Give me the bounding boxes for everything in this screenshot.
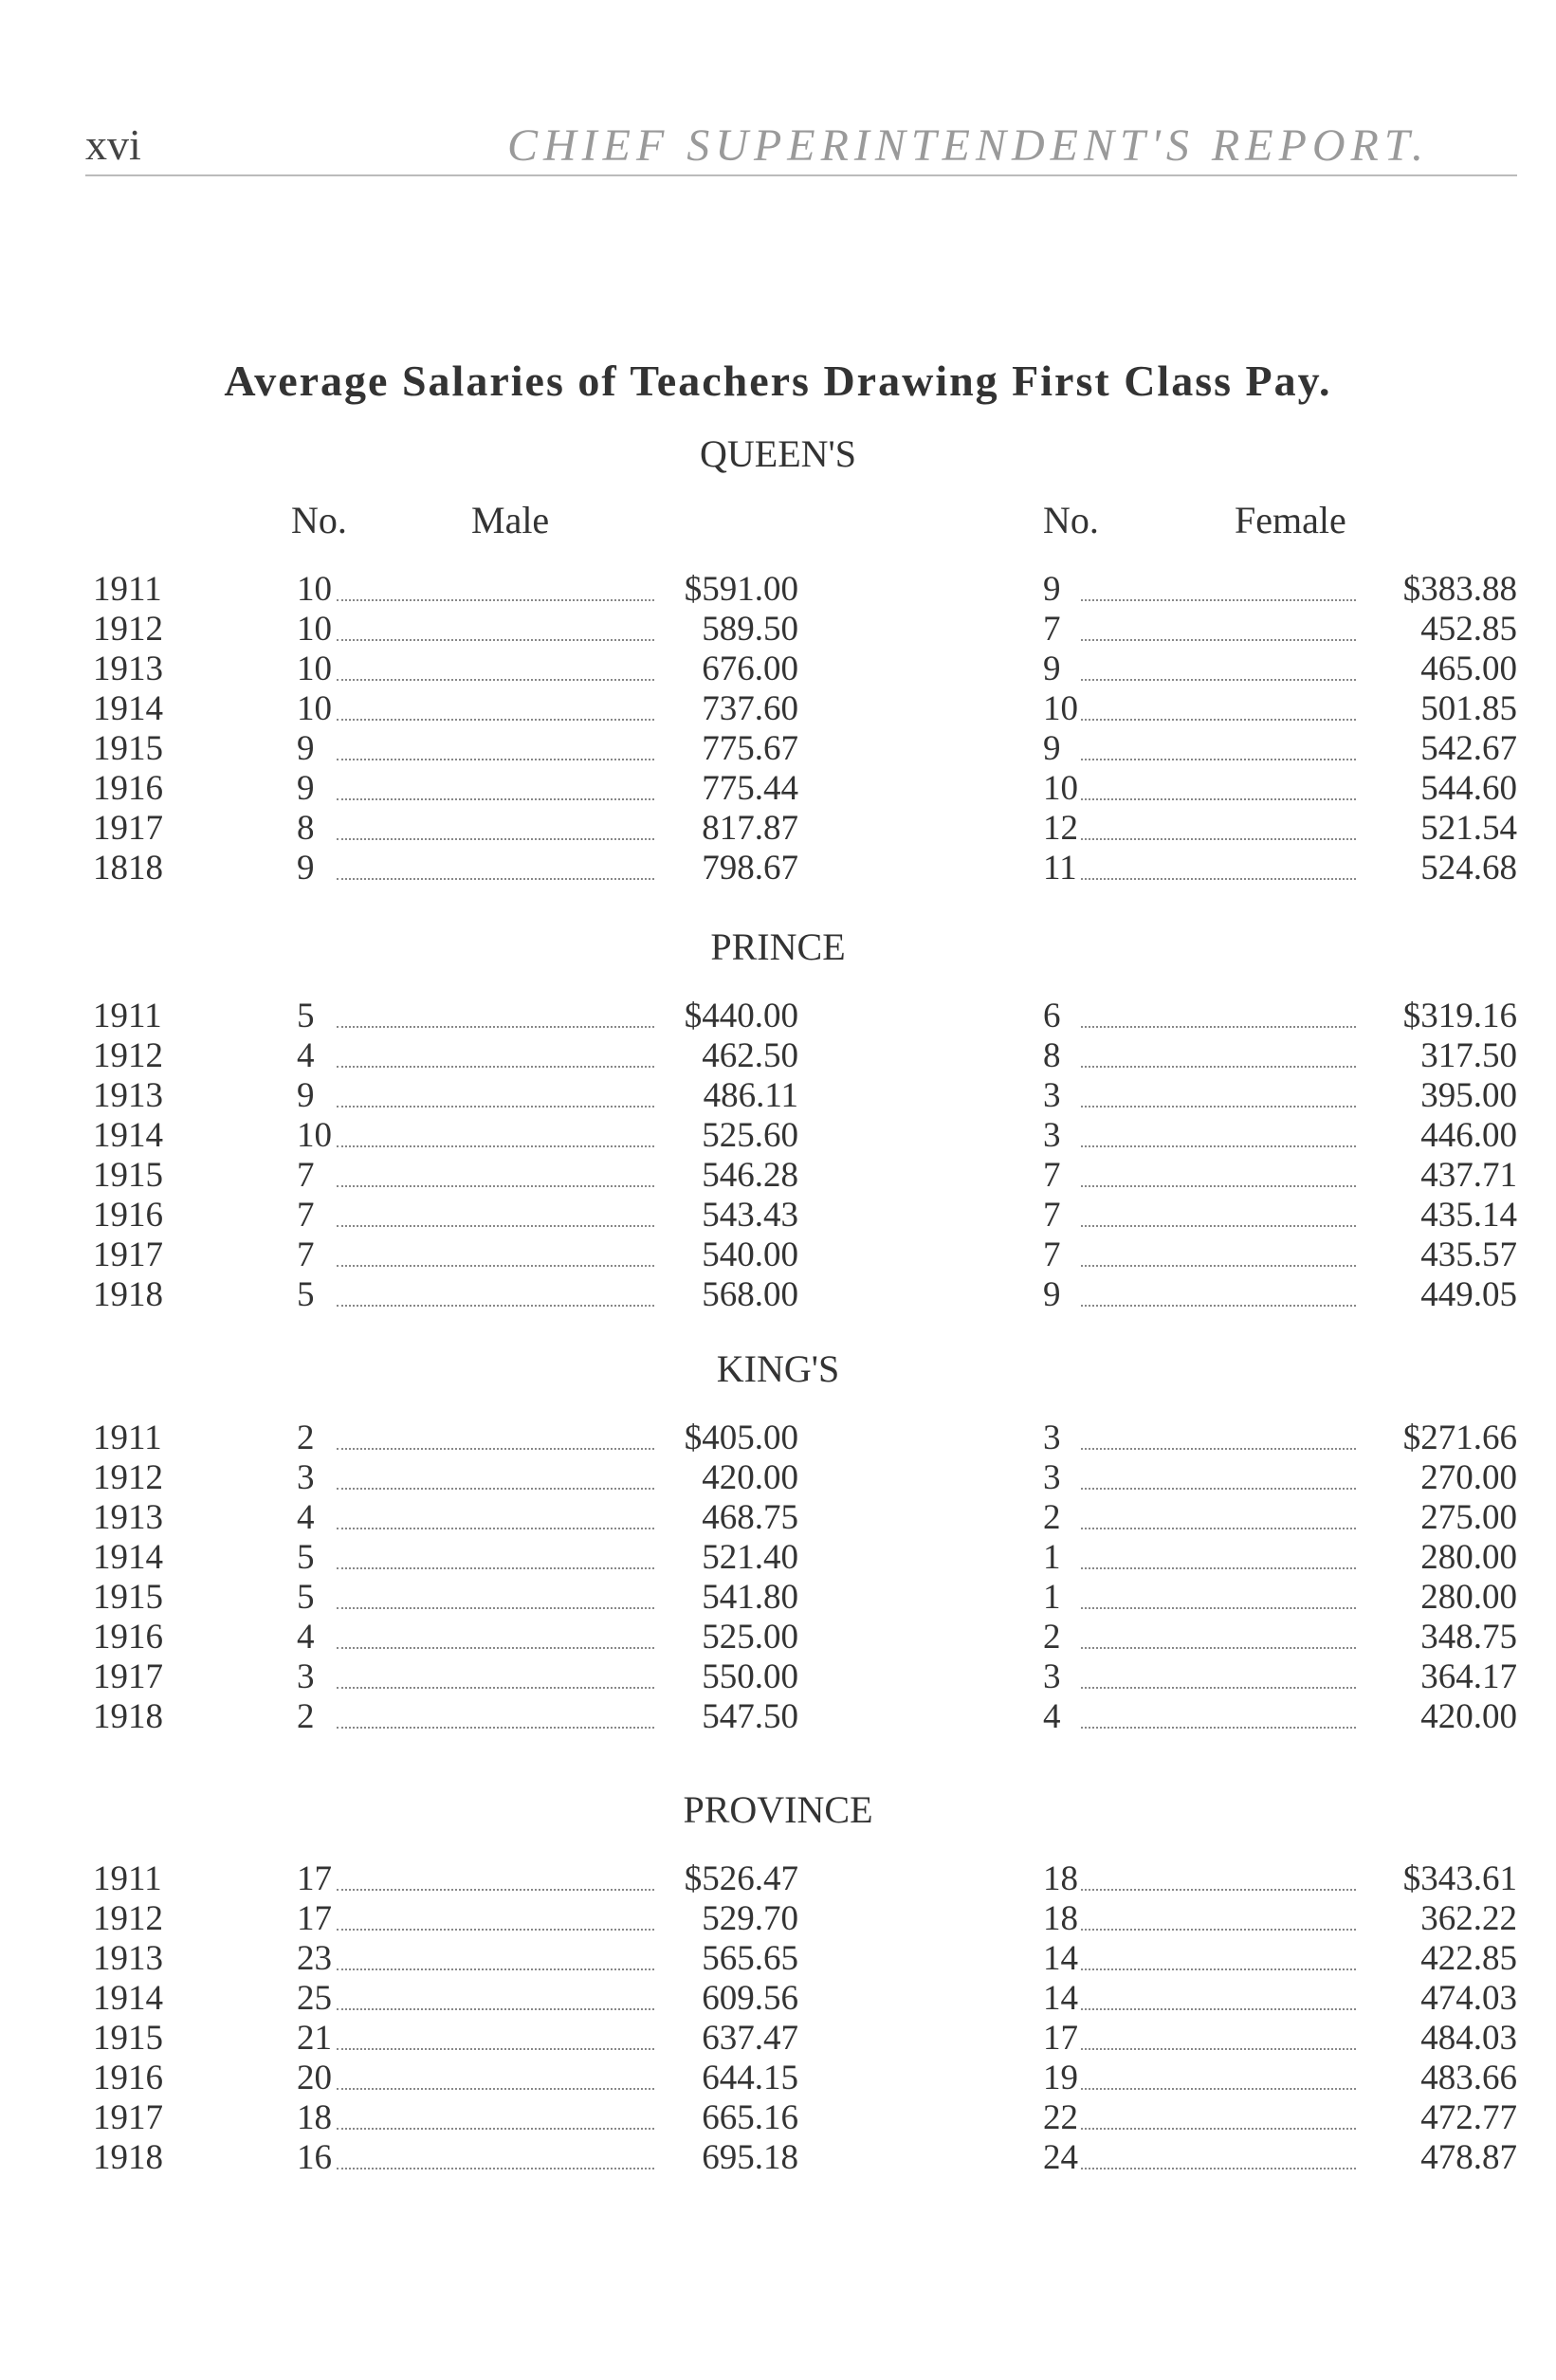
dot-leader [337,1106,654,1108]
year-cell: 1913 [93,1076,163,1115]
male-count-cell: 16 [297,2138,332,2177]
dot-leader [1081,1607,1356,1609]
female-count-cell: 14 [1043,1939,1078,1978]
table-row [0,2097,1556,2137]
female-count-cell: 9 [1043,729,1061,768]
female-salary-cell: 280.00 [1420,1538,1517,1577]
male-count-cell: 4 [297,1618,315,1657]
year-cell: 1914 [93,689,163,728]
year-cell: 1916 [93,1196,163,1235]
male-salary-cell: 540.00 [702,1236,798,1274]
table-row [0,1274,1556,1314]
male-no-header: No. [291,499,347,541]
female-count-cell: 19 [1043,2059,1078,2097]
dot-leader [1081,2128,1356,2130]
female-count-cell: 10 [1043,769,1078,808]
table-row [0,1978,1556,2018]
dot-leader [337,1727,654,1729]
male-count-cell: 4 [297,1036,315,1075]
female-salary-cell: 501.85 [1420,689,1517,728]
male-salary-cell: 568.00 [702,1275,798,1314]
table-row [0,1696,1556,1736]
table-row [0,569,1556,609]
male-salary-cell: 775.67 [702,729,798,768]
table-row [0,1195,1556,1235]
female-salary-cell: 483.66 [1420,2059,1517,2097]
dot-leader [1081,1647,1356,1649]
female-salary-cell: 521.54 [1420,809,1517,848]
dot-leader [337,1066,654,1068]
female-count-cell: 18 [1043,1899,1078,1938]
male-salary-cell: 798.67 [702,849,798,888]
dot-leader [1081,1026,1356,1028]
dot-leader [1081,719,1356,721]
female-salary-cell: 484.03 [1420,2019,1517,2058]
female-salary-cell: 280.00 [1420,1578,1517,1617]
female-salary-cell: $271.66 [1402,1419,1517,1457]
female-count-cell: 2 [1043,1498,1061,1537]
male-count-cell: 21 [297,2019,332,2058]
dot-leader [337,1448,654,1450]
report-title: CHIEF SUPERINTENDENT'S REPORT. [507,120,1429,171]
female-salary-cell: 452.85 [1420,610,1517,649]
dot-leader [337,759,654,760]
table-row [0,1457,1556,1497]
male-count-cell: 17 [297,1899,332,1938]
male-salary-cell: 737.60 [702,689,798,728]
dot-leader [337,679,654,681]
dot-leader [1081,2168,1356,2169]
male-count-cell: 2 [297,1419,315,1457]
female-salary-cell: 348.75 [1420,1618,1517,1657]
female-salary-cell: 449.05 [1420,1275,1517,1314]
male-count-cell: 2 [297,1697,315,1736]
female-salary-cell: 362.22 [1420,1899,1517,1938]
male-count-cell: 9 [297,729,315,768]
female-salary-cell: 437.71 [1420,1156,1517,1195]
female-count-cell: 3 [1043,1657,1061,1696]
female-salary-cell: 275.00 [1420,1498,1517,1537]
male-salary-cell: 541.80 [702,1578,798,1617]
table-row [0,1617,1556,1657]
dot-leader [1081,639,1356,641]
female-count-cell: 22 [1043,2098,1078,2137]
table-row [0,2137,1556,2177]
male-count-cell: 20 [297,2059,332,2097]
male-count-cell: 8 [297,809,315,848]
table-row [0,2018,1556,2058]
year-cell: 1912 [93,1899,163,1938]
table-row [0,728,1556,768]
dot-leader [337,798,654,800]
female-count-cell: 17 [1043,2019,1078,2058]
dot-leader [337,2048,654,2050]
female-no-header: No. [1043,499,1099,541]
year-cell: 1917 [93,809,163,848]
year-cell: 1911 [93,1419,162,1457]
table-row [0,609,1556,649]
female-salary-cell: 542.67 [1420,729,1517,768]
female-count-cell: 4 [1043,1697,1061,1736]
female-count-cell: 3 [1043,1419,1061,1457]
dot-leader [337,2168,654,2169]
dot-leader [337,1488,654,1490]
dot-leader [337,1567,654,1569]
female-count-cell: 1 [1043,1538,1061,1577]
male-salary-cell: 486.11 [703,1076,798,1115]
female-count-cell: 7 [1043,1156,1061,1195]
male-salary-cell: 589.50 [702,610,798,649]
year-cell: 1916 [93,769,163,808]
section-heading: KING'S [716,1347,840,1390]
male-salary-cell: $405.00 [684,1419,798,1457]
dot-leader [1081,1889,1356,1891]
male-salary-cell: 462.50 [702,1036,798,1075]
female-salary-cell: 422.85 [1420,1939,1517,1978]
male-salary-cell: 525.00 [702,1618,798,1657]
male-salary-cell: 550.00 [702,1657,798,1696]
female-salary-cell: 474.03 [1420,1979,1517,2018]
table-row [0,808,1556,848]
female-count-cell: 10 [1043,689,1078,728]
female-salary-cell: 435.57 [1420,1236,1517,1274]
female-salary-cell: 478.87 [1420,2138,1517,2177]
male-count-cell: 4 [297,1498,315,1537]
male-count-cell: 7 [297,1156,315,1195]
dot-leader [337,2128,654,2130]
section-heading: QUEEN'S [700,432,856,475]
female-count-cell: 3 [1043,1076,1061,1115]
female-count-cell: 6 [1043,997,1061,1035]
dot-leader [1081,1185,1356,1187]
table-row [0,649,1556,688]
female-salary-cell: 317.50 [1420,1036,1517,1075]
table-row [0,1155,1556,1195]
female-count-cell: 1 [1043,1578,1061,1617]
male-salary-cell: 817.87 [702,809,798,848]
female-header: Female [1235,499,1346,541]
male-salary-cell: 521.40 [702,1538,798,1577]
year-cell: 1917 [93,1657,163,1696]
male-count-cell: 10 [297,570,332,609]
dot-leader [1081,1066,1356,1068]
male-count-cell: 5 [297,1578,315,1617]
year-cell: 1914 [93,1979,163,2018]
male-count-cell: 9 [297,1076,315,1115]
female-salary-cell: 544.60 [1420,769,1517,808]
year-cell: 1911 [93,570,162,609]
dot-leader [337,1607,654,1609]
female-salary-cell: 364.17 [1420,1657,1517,1696]
dot-leader [337,838,654,840]
male-count-cell: 9 [297,769,315,808]
male-salary-cell: 529.70 [702,1899,798,1938]
dot-leader [1081,679,1356,681]
year-cell: 1918 [93,2138,163,2177]
year-cell: 1917 [93,1236,163,1274]
dot-leader [337,1889,654,1891]
table-row [0,996,1556,1035]
dot-leader [1081,1687,1356,1689]
male-count-cell: 17 [297,1859,332,1898]
male-count-cell: 7 [297,1196,315,1235]
male-salary-cell: $591.00 [684,570,798,609]
table-row [0,1537,1556,1577]
male-count-cell: 10 [297,650,332,688]
male-count-cell: 7 [297,1236,315,1274]
dot-leader [337,719,654,721]
table-row [0,1115,1556,1155]
dot-leader [1081,1968,1356,1970]
dot-leader [337,1145,654,1147]
dot-leader [1081,798,1356,800]
dot-leader [1081,599,1356,601]
year-cell: 1914 [93,1116,163,1155]
table-row [0,2058,1556,2097]
male-count-cell: 25 [297,1979,332,2018]
dot-leader [1081,1305,1356,1307]
year-cell: 1915 [93,2019,163,2058]
female-count-cell: 9 [1043,1275,1061,1314]
female-count-cell: 14 [1043,1979,1078,2018]
dot-leader [1081,1225,1356,1227]
male-count-cell: 10 [297,689,332,728]
dot-leader [1081,1727,1356,1729]
male-salary-cell: 420.00 [702,1458,798,1497]
table-row [0,1035,1556,1075]
dot-leader [337,1647,654,1649]
year-cell: 1916 [93,2059,163,2097]
male-count-cell: 3 [297,1657,315,1696]
female-salary-cell: $319.16 [1402,997,1517,1035]
female-salary-cell: $383.88 [1402,570,1517,609]
male-salary-cell: $440.00 [684,997,798,1035]
male-salary-cell: 547.50 [702,1697,798,1736]
male-salary-cell: 609.56 [702,1979,798,2018]
dot-leader [337,1026,654,1028]
dot-leader [337,1305,654,1307]
year-cell: 1911 [93,997,162,1035]
page-number: xvi [85,120,141,169]
dot-leader [1081,1145,1356,1147]
dot-leader [1081,1106,1356,1108]
dot-leader [1081,1567,1356,1569]
year-cell: 1914 [93,1538,163,1577]
female-salary-cell: $343.61 [1402,1859,1517,1898]
dot-leader [337,1929,654,1931]
table-title: Average Salaries of Teachers Drawing First Class Pay. [224,357,1332,405]
dot-leader [337,1265,654,1267]
dot-leader [337,878,654,880]
year-cell: 1912 [93,1036,163,1075]
female-count-cell: 2 [1043,1618,1061,1657]
table-row [0,1898,1556,1938]
dot-leader [1081,1528,1356,1529]
male-salary-cell: $526.47 [684,1859,798,1898]
male-count-cell: 5 [297,1538,315,1577]
year-cell: 1912 [93,1458,163,1497]
male-count-cell: 5 [297,1275,315,1314]
male-count-cell: 5 [297,997,315,1035]
year-cell: 1818 [93,849,163,888]
dot-leader [337,1225,654,1227]
female-count-cell: 11 [1043,849,1077,888]
year-cell: 1913 [93,1939,163,1978]
female-count-cell: 24 [1043,2138,1078,2177]
table-row [0,1577,1556,1617]
table-row [0,1418,1556,1457]
male-salary-cell: 543.43 [702,1196,798,1235]
dot-leader [1081,2008,1356,2010]
year-cell: 1917 [93,2098,163,2137]
year-cell: 1915 [93,1156,163,1195]
male-salary-cell: 644.15 [702,2059,798,2097]
female-salary-cell: 270.00 [1420,1458,1517,1497]
year-cell: 1913 [93,650,163,688]
table-row [0,768,1556,808]
table-row [0,1235,1556,1274]
female-count-cell: 7 [1043,1236,1061,1274]
dot-leader [337,2088,654,2090]
male-salary-cell: 695.18 [702,2138,798,2177]
female-count-cell: 9 [1043,570,1061,609]
dot-leader [1081,759,1356,760]
female-count-cell: 9 [1043,650,1061,688]
dot-leader [1081,2088,1356,2090]
dot-leader [1081,1265,1356,1267]
female-salary-cell: 524.68 [1420,849,1517,888]
male-salary-cell: 468.75 [702,1498,798,1537]
table-row [0,848,1556,888]
dot-leader [337,2008,654,2010]
dot-leader [337,1528,654,1529]
female-count-cell: 12 [1043,809,1078,848]
female-count-cell: 8 [1043,1036,1061,1075]
dot-leader [337,639,654,641]
male-count-cell: 23 [297,1939,332,1978]
male-count-cell: 9 [297,849,315,888]
male-count-cell: 10 [297,1116,332,1155]
year-cell: 1915 [93,1578,163,1617]
year-cell: 1918 [93,1697,163,1736]
dot-leader [337,1687,654,1689]
dot-leader [337,599,654,601]
dot-leader [1081,878,1356,880]
table-row [0,1657,1556,1696]
table-row [0,1075,1556,1115]
male-header: Male [471,499,550,541]
female-count-cell: 18 [1043,1859,1078,1898]
year-cell: 1916 [93,1618,163,1657]
male-salary-cell: 676.00 [702,650,798,688]
year-cell: 1913 [93,1498,163,1537]
male-salary-cell: 565.65 [702,1939,798,1978]
female-count-cell: 7 [1043,610,1061,649]
year-cell: 1918 [93,1275,163,1314]
female-salary-cell: 420.00 [1420,1697,1517,1736]
female-salary-cell: 465.00 [1420,650,1517,688]
male-salary-cell: 525.60 [702,1116,798,1155]
dot-leader [1081,1448,1356,1450]
year-cell: 1911 [93,1859,162,1898]
female-count-cell: 3 [1043,1116,1061,1155]
male-count-cell: 3 [297,1458,315,1497]
table-row [0,688,1556,728]
year-cell: 1912 [93,610,163,649]
male-count-cell: 18 [297,2098,332,2137]
male-salary-cell: 775.44 [702,769,798,808]
table-row [0,1938,1556,1978]
female-salary-cell: 435.14 [1420,1196,1517,1235]
male-salary-cell: 546.28 [702,1156,798,1195]
female-salary-cell: 472.77 [1420,2098,1517,2137]
table-row [0,1497,1556,1537]
female-salary-cell: 395.00 [1420,1076,1517,1115]
dot-leader [1081,1488,1356,1490]
male-salary-cell: 665.16 [702,2098,798,2137]
dot-leader [337,1968,654,1970]
dot-leader [1081,2048,1356,2050]
year-cell: 1915 [93,729,163,768]
female-count-cell: 3 [1043,1458,1061,1497]
running-header [76,112,1517,178]
male-count-cell: 10 [297,610,332,649]
section-heading: PROVINCE [683,1788,873,1831]
table-row [0,1858,1556,1898]
female-salary-cell: 446.00 [1420,1116,1517,1155]
header-rule [85,174,1517,176]
section-heading: PRINCE [710,925,846,968]
dot-leader [337,1185,654,1187]
dot-leader [1081,1929,1356,1931]
male-salary-cell: 637.47 [702,2019,798,2058]
dot-leader [1081,838,1356,840]
female-count-cell: 7 [1043,1196,1061,1235]
